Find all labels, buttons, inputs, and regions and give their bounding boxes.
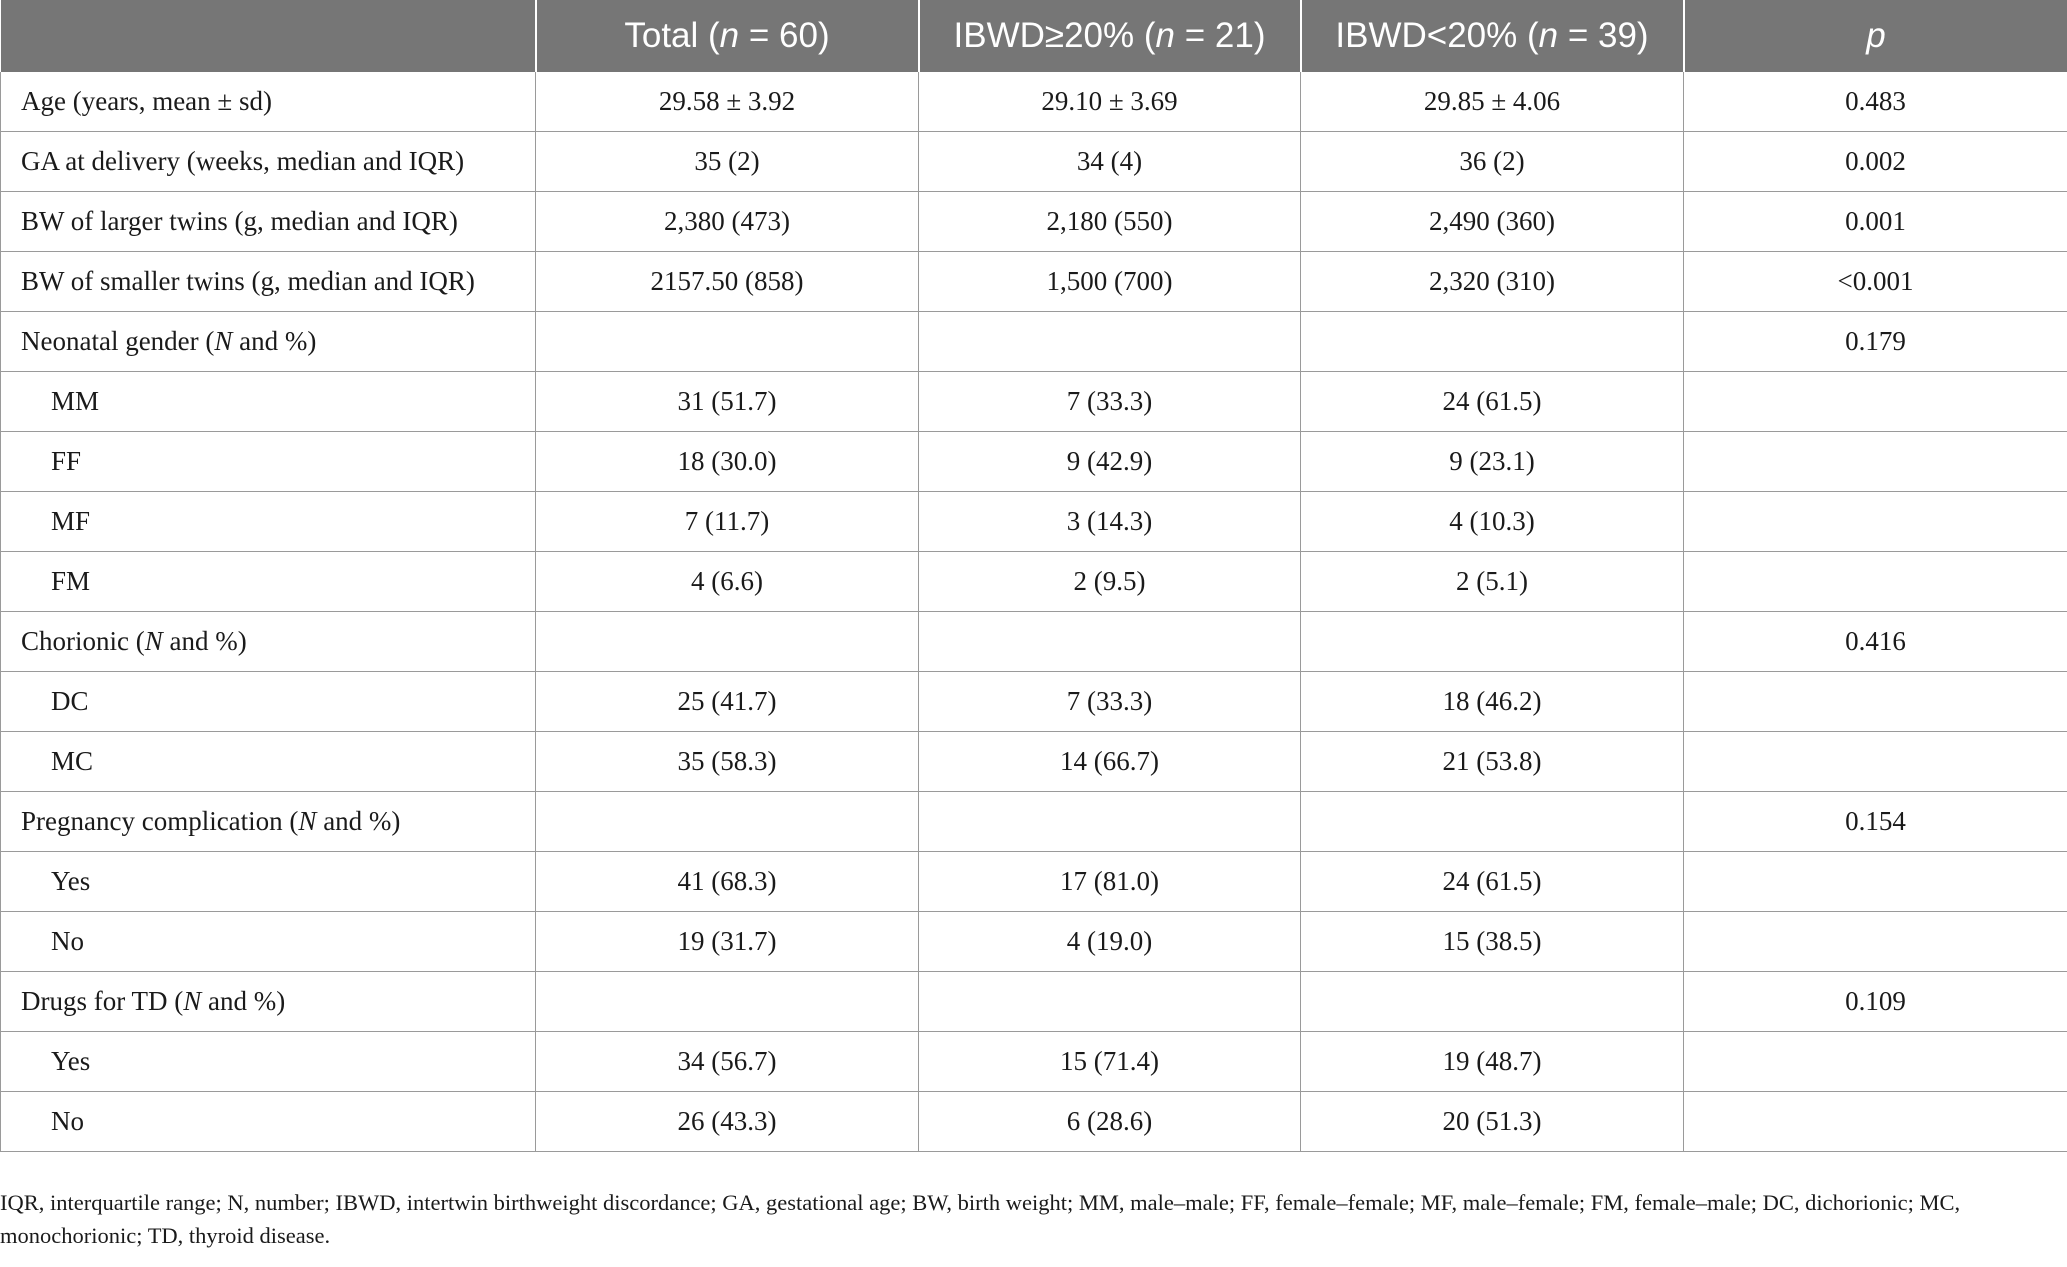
cell-total: 34 (56.7) xyxy=(536,1032,919,1092)
cell-total xyxy=(536,972,919,1032)
row-label: Age (years, mean ± sd) xyxy=(1,72,536,132)
table-row xyxy=(1,732,2067,792)
cell-ge20: 17 (81.0) xyxy=(919,852,1301,912)
cell-p: 0.002 xyxy=(1684,132,2067,192)
row-label: DC xyxy=(1,672,536,732)
cell-total: 18 (30.0) xyxy=(536,432,919,492)
cell-lt20 xyxy=(1301,792,1684,852)
table-row-group xyxy=(1,312,2067,372)
cell-lt20: 20 (51.3) xyxy=(1301,1092,1684,1152)
row-label: MF xyxy=(1,492,536,552)
cell-total xyxy=(536,612,919,672)
table-row xyxy=(1,72,2067,132)
cell-total xyxy=(536,312,919,372)
group-label: Neonatal gender (N and %) xyxy=(1,312,536,372)
table-row-group xyxy=(1,612,2067,672)
row-label: GA at delivery (weeks, median and IQR) xyxy=(1,132,536,192)
cell-lt20: 15 (38.5) xyxy=(1301,912,1684,972)
cell-ge20: 34 (4) xyxy=(919,132,1301,192)
table-header-row xyxy=(1,0,2067,72)
cell-p: 0.109 xyxy=(1684,972,2067,1032)
table-footnote: IQR, interquartile range; N, number; IBWD, intertwin birthweight discordance; GA, gestational age; BW, birth weight; MM, male–male; FF, female–female; MF, male–female; FM, female–male; DC, dichorionic; MC, monochorionic; TD, thyroid disease. xyxy=(0,1190,1961,1248)
cell-total: 26 (43.3) xyxy=(536,1092,919,1152)
table-row-group xyxy=(1,792,2067,852)
cell-p xyxy=(1684,1092,2067,1152)
cell-p: 0.001 xyxy=(1684,192,2067,252)
row-label: FF xyxy=(1,432,536,492)
cell-p xyxy=(1684,672,2067,732)
cell-lt20: 19 (48.7) xyxy=(1301,1032,1684,1092)
cell-p: 0.154 xyxy=(1684,792,2067,852)
cell-total: 35 (58.3) xyxy=(536,732,919,792)
cell-ge20: 1,500 (700) xyxy=(919,252,1301,312)
cell-lt20: 29.85 ± 4.06 xyxy=(1301,72,1684,132)
table-row xyxy=(1,672,2067,732)
header-total: Total (n = 60) xyxy=(536,0,919,72)
cell-lt20: 9 (23.1) xyxy=(1301,432,1684,492)
cell-lt20: 2,490 (360) xyxy=(1301,192,1684,252)
header-ibwd-ge20: IBWD≥20% (n = 21) xyxy=(919,0,1301,72)
header-p-value: p xyxy=(1684,0,2067,72)
header-variable xyxy=(1,0,536,72)
cell-lt20: 36 (2) xyxy=(1301,132,1684,192)
cell-lt20: 21 (53.8) xyxy=(1301,732,1684,792)
table-row-group xyxy=(1,972,2067,1032)
cell-p: 0.179 xyxy=(1684,312,2067,372)
table-row xyxy=(1,1092,2067,1152)
group-label: Chorionic (N and %) xyxy=(1,612,536,672)
cell-ge20: 6 (28.6) xyxy=(919,1092,1301,1152)
header-ibwd-lt20: IBWD<20% (n = 39) xyxy=(1301,0,1684,72)
cell-p: 0.483 xyxy=(1684,72,2067,132)
row-label: BW of smaller twins (g, median and IQR) xyxy=(1,252,536,312)
cell-total: 25 (41.7) xyxy=(536,672,919,732)
cell-ge20: 3 (14.3) xyxy=(919,492,1301,552)
table-row xyxy=(1,552,2067,612)
cell-p: <0.001 xyxy=(1684,252,2067,312)
row-label: MM xyxy=(1,372,536,432)
cell-total: 19 (31.7) xyxy=(536,912,919,972)
cell-ge20: 2 (9.5) xyxy=(919,552,1301,612)
table-row xyxy=(1,852,2067,912)
cell-lt20: 18 (46.2) xyxy=(1301,672,1684,732)
cell-ge20 xyxy=(919,312,1301,372)
group-label: Pregnancy complication (N and %) xyxy=(1,792,536,852)
cell-lt20: 2,320 (310) xyxy=(1301,252,1684,312)
cell-ge20 xyxy=(919,612,1301,672)
cell-ge20: 4 (19.0) xyxy=(919,912,1301,972)
cell-total xyxy=(536,792,919,852)
cell-p xyxy=(1684,432,2067,492)
cell-lt20: 24 (61.5) xyxy=(1301,852,1684,912)
cell-total: 7 (11.7) xyxy=(536,492,919,552)
cell-p xyxy=(1684,372,2067,432)
table-row xyxy=(1,252,2067,312)
table-row xyxy=(1,1032,2067,1092)
cell-total: 35 (2) xyxy=(536,132,919,192)
table-row xyxy=(1,912,2067,972)
cell-p xyxy=(1684,852,2067,912)
table-row xyxy=(1,192,2067,252)
cell-ge20: 2,180 (550) xyxy=(919,192,1301,252)
cell-ge20: 29.10 ± 3.69 xyxy=(919,72,1301,132)
cell-total: 41 (68.3) xyxy=(536,852,919,912)
cell-ge20 xyxy=(919,972,1301,1032)
cell-total: 2,380 (473) xyxy=(536,192,919,252)
group-label: Drugs for TD (N and %) xyxy=(1,972,536,1032)
cell-p xyxy=(1684,732,2067,792)
row-label: Yes xyxy=(1,852,536,912)
cell-lt20 xyxy=(1301,312,1684,372)
row-label: No xyxy=(1,1092,536,1152)
table-row xyxy=(1,432,2067,492)
row-label: MC xyxy=(1,732,536,792)
cell-ge20: 7 (33.3) xyxy=(919,372,1301,432)
table-row xyxy=(1,492,2067,552)
row-label: No xyxy=(1,912,536,972)
cell-total: 29.58 ± 3.92 xyxy=(536,72,919,132)
cell-p xyxy=(1684,492,2067,552)
row-label: FM xyxy=(1,552,536,612)
cell-lt20: 2 (5.1) xyxy=(1301,552,1684,612)
cell-lt20 xyxy=(1301,612,1684,672)
table-row xyxy=(1,132,2067,192)
cell-lt20 xyxy=(1301,972,1684,1032)
cell-lt20: 4 (10.3) xyxy=(1301,492,1684,552)
cell-ge20: 14 (66.7) xyxy=(919,732,1301,792)
cell-p xyxy=(1684,912,2067,972)
cell-lt20: 24 (61.5) xyxy=(1301,372,1684,432)
cell-p xyxy=(1684,1032,2067,1092)
cell-total: 2157.50 (858) xyxy=(536,252,919,312)
cell-p xyxy=(1684,552,2067,612)
row-label: BW of larger twins (g, median and IQR) xyxy=(1,192,536,252)
cell-ge20: 7 (33.3) xyxy=(919,672,1301,732)
cell-total: 31 (51.7) xyxy=(536,372,919,432)
table-row xyxy=(1,372,2067,432)
cell-ge20 xyxy=(919,792,1301,852)
cell-ge20: 15 (71.4) xyxy=(919,1032,1301,1092)
row-label: Yes xyxy=(1,1032,536,1092)
cell-ge20: 9 (42.9) xyxy=(919,432,1301,492)
cell-p: 0.416 xyxy=(1684,612,2067,672)
cell-total: 4 (6.6) xyxy=(536,552,919,612)
